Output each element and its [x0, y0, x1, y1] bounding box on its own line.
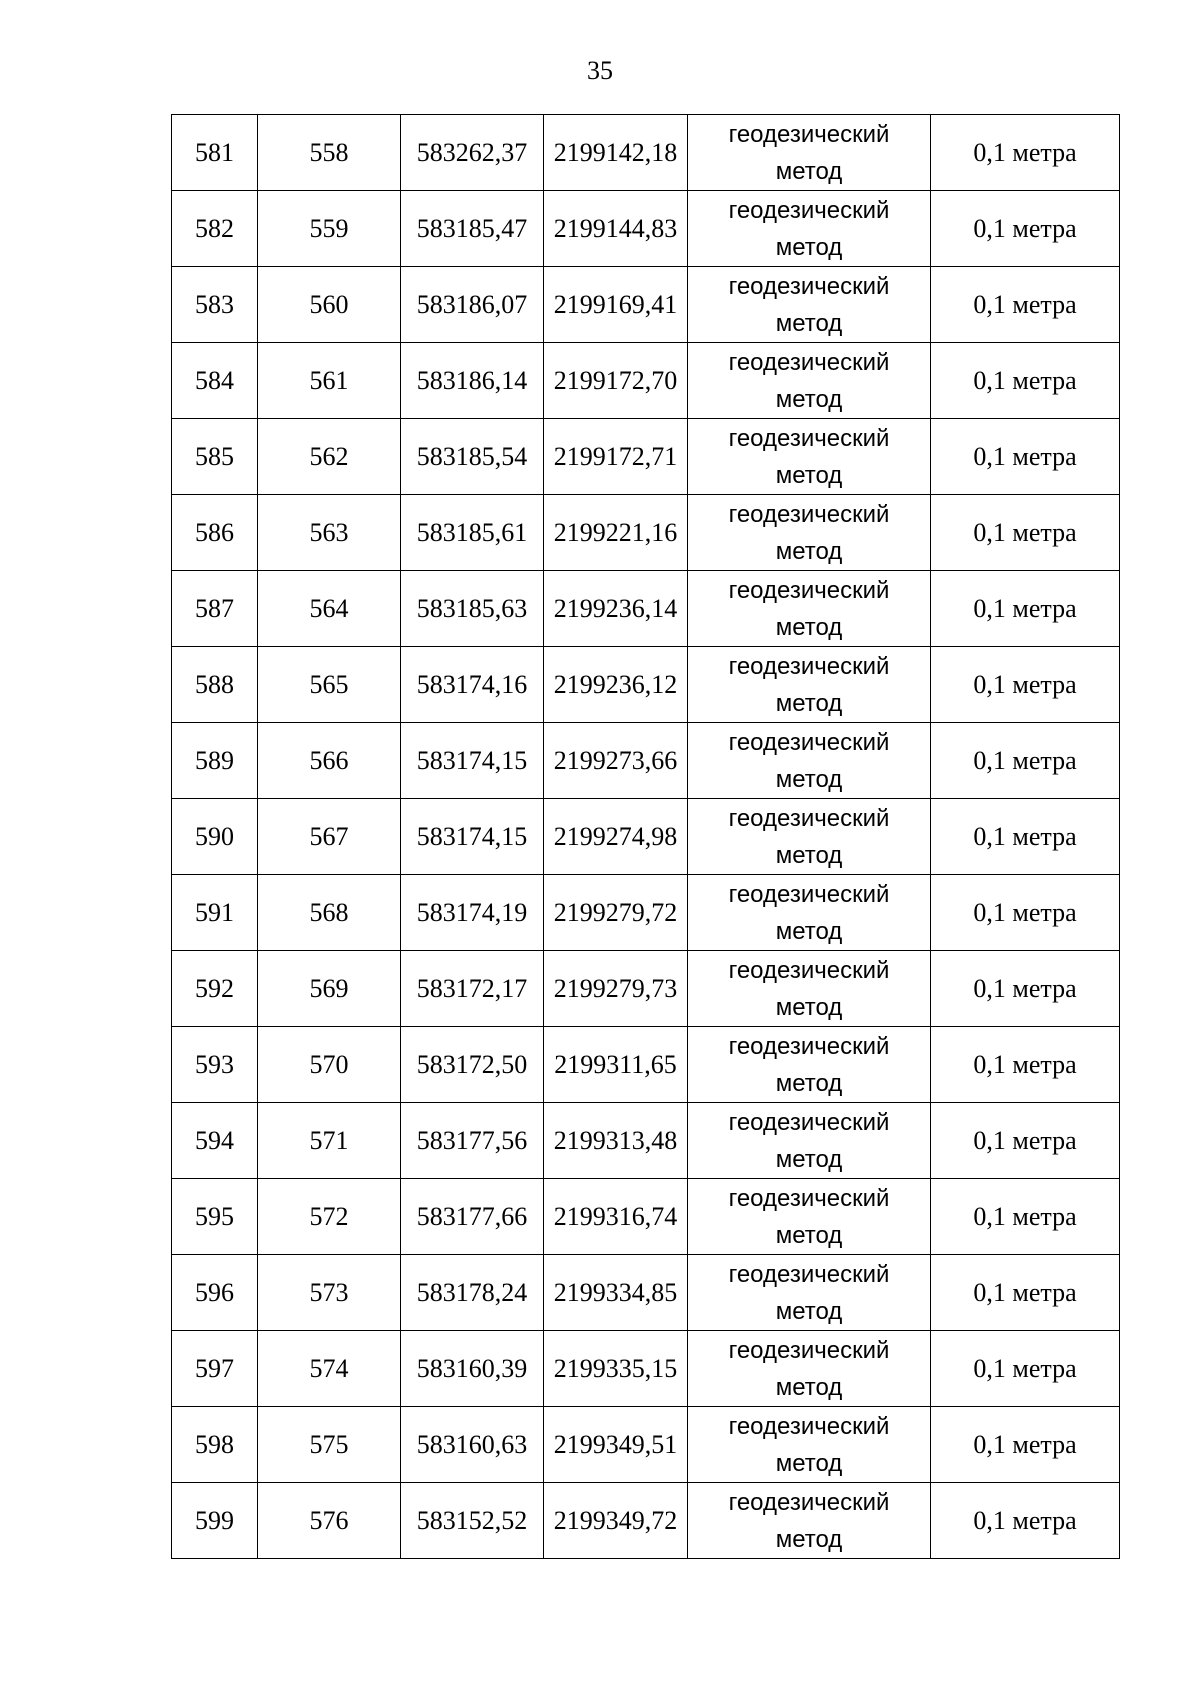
row-number-cell: 591: [172, 875, 258, 951]
x-coordinate-cell: 583177,56: [401, 1103, 544, 1179]
point-number-cell: 559: [258, 191, 401, 267]
method-cell: [688, 1255, 931, 1331]
point-number-cell: 571: [258, 1103, 401, 1179]
row-number-cell: 588: [172, 647, 258, 723]
method-text-line: метод: [775, 993, 843, 1021]
accuracy-cell: 0,1 метра: [931, 419, 1120, 495]
row-number-cell: 597: [172, 1331, 258, 1407]
accuracy-cell: 0,1 метра: [931, 875, 1120, 951]
table-row: [172, 267, 1120, 343]
method-text-line: метод: [775, 765, 843, 793]
accuracy-cell: 0,1 метра: [931, 1331, 1120, 1407]
point-number-cell: 561: [258, 343, 401, 419]
method-cell: [688, 951, 931, 1027]
method-text-line: геодезический: [728, 804, 890, 832]
table-row: [172, 799, 1120, 875]
accuracy-cell: 0,1 метра: [931, 343, 1120, 419]
x-coordinate-cell: 583185,54: [401, 419, 544, 495]
accuracy-cell: 0,1 метра: [931, 115, 1120, 191]
method-text-line: метод: [775, 1373, 843, 1401]
y-coordinate-cell: 2199236,12: [544, 647, 688, 723]
table-row: [172, 1483, 1120, 1559]
point-number-cell: 568: [258, 875, 401, 951]
point-number-cell: 567: [258, 799, 401, 875]
row-number-cell: 598: [172, 1407, 258, 1483]
y-coordinate-cell: 2199274,98: [544, 799, 688, 875]
method-text-line: геодезический: [728, 272, 890, 300]
point-number-cell: 563: [258, 495, 401, 571]
x-coordinate-cell: 583152,52: [401, 1483, 544, 1559]
row-number-cell: 587: [172, 571, 258, 647]
row-number-cell: 599: [172, 1483, 258, 1559]
method-text-line: метод: [775, 613, 843, 641]
table-row: [172, 1331, 1120, 1407]
method-text-line: геодезический: [728, 956, 890, 984]
point-number-cell: 570: [258, 1027, 401, 1103]
method-cell: [688, 495, 931, 571]
y-coordinate-cell: 2199144,83: [544, 191, 688, 267]
method-text-line: метод: [775, 1145, 843, 1173]
table-row: [172, 191, 1120, 267]
row-number-cell: 592: [172, 951, 258, 1027]
point-number-cell: 565: [258, 647, 401, 723]
row-number-cell: 582: [172, 191, 258, 267]
point-number-cell: 576: [258, 1483, 401, 1559]
y-coordinate-cell: 2199172,70: [544, 343, 688, 419]
accuracy-cell: 0,1 метра: [931, 267, 1120, 343]
y-coordinate-cell: 2199169,41: [544, 267, 688, 343]
point-number-cell: 569: [258, 951, 401, 1027]
method-text-line: метод: [775, 309, 843, 337]
table-row: [172, 115, 1120, 191]
y-coordinate-cell: 2199279,72: [544, 875, 688, 951]
row-number-cell: 590: [172, 799, 258, 875]
method-cell: [688, 191, 931, 267]
x-coordinate-cell: 583186,07: [401, 267, 544, 343]
method-text-line: геодезический: [728, 196, 890, 224]
method-text-line: метод: [775, 1069, 843, 1097]
y-coordinate-cell: 2199313,48: [544, 1103, 688, 1179]
table-row: [172, 343, 1120, 419]
method-text-line: геодезический: [728, 728, 890, 756]
row-number-cell: 596: [172, 1255, 258, 1331]
point-number-cell: 562: [258, 419, 401, 495]
row-number-cell: 589: [172, 723, 258, 799]
accuracy-cell: 0,1 метра: [931, 191, 1120, 267]
table-row: [172, 875, 1120, 951]
point-number-cell: 573: [258, 1255, 401, 1331]
x-coordinate-cell: 583160,63: [401, 1407, 544, 1483]
method-text-line: геодезический: [728, 652, 890, 680]
method-cell: [688, 1331, 931, 1407]
table-row: [172, 951, 1120, 1027]
accuracy-cell: 0,1 метра: [931, 495, 1120, 571]
table-row: [172, 723, 1120, 799]
method-cell: [688, 647, 931, 723]
method-cell: [688, 267, 931, 343]
y-coordinate-cell: 2199316,74: [544, 1179, 688, 1255]
table-row: [172, 1407, 1120, 1483]
accuracy-cell: 0,1 метра: [931, 1103, 1120, 1179]
method-text-line: метод: [775, 917, 843, 945]
y-coordinate-cell: 2199311,65: [544, 1027, 688, 1103]
method-text-line: геодезический: [728, 1184, 890, 1212]
page-number: 35: [587, 56, 613, 85]
x-coordinate-cell: 583174,15: [401, 799, 544, 875]
row-number-cell: 581: [172, 115, 258, 191]
coordinates-table: [171, 114, 1120, 1559]
method-cell: [688, 799, 931, 875]
method-text-line: геодезический: [728, 1108, 890, 1136]
point-number-cell: 566: [258, 723, 401, 799]
x-coordinate-cell: 583185,47: [401, 191, 544, 267]
accuracy-cell: 0,1 метра: [931, 647, 1120, 723]
row-number-cell: 584: [172, 343, 258, 419]
x-coordinate-cell: 583174,16: [401, 647, 544, 723]
table-row: [172, 571, 1120, 647]
accuracy-cell: 0,1 метра: [931, 571, 1120, 647]
accuracy-cell: 0,1 метра: [931, 1407, 1120, 1483]
method-text-line: метод: [775, 385, 843, 413]
accuracy-cell: 0,1 метра: [931, 1255, 1120, 1331]
y-coordinate-cell: 2199221,16: [544, 495, 688, 571]
x-coordinate-cell: 583185,61: [401, 495, 544, 571]
table-row: [172, 1179, 1120, 1255]
method-cell: [688, 723, 931, 799]
accuracy-cell: 0,1 метра: [931, 723, 1120, 799]
x-coordinate-cell: 583185,63: [401, 571, 544, 647]
method-text-line: геодезический: [728, 424, 890, 452]
table-row: [172, 1255, 1120, 1331]
row-number-cell: 595: [172, 1179, 258, 1255]
method-cell: [688, 1483, 931, 1559]
y-coordinate-cell: 2199349,72: [544, 1483, 688, 1559]
y-coordinate-cell: 2199334,85: [544, 1255, 688, 1331]
table-row: [172, 647, 1120, 723]
method-cell: [688, 419, 931, 495]
row-number-cell: 593: [172, 1027, 258, 1103]
method-cell: [688, 115, 931, 191]
accuracy-cell: 0,1 метра: [931, 951, 1120, 1027]
method-text-line: метод: [775, 157, 843, 185]
method-text-line: геодезический: [728, 1336, 890, 1364]
table-row: [172, 1027, 1120, 1103]
point-number-cell: 575: [258, 1407, 401, 1483]
y-coordinate-cell: 2199236,14: [544, 571, 688, 647]
method-text-line: метод: [775, 461, 843, 489]
method-text-line: метод: [775, 1297, 843, 1325]
x-coordinate-cell: 583262,37: [401, 115, 544, 191]
y-coordinate-cell: 2199273,66: [544, 723, 688, 799]
table-row: [172, 1103, 1120, 1179]
method-text-line: метод: [775, 233, 843, 261]
method-text-line: геодезический: [728, 576, 890, 604]
accuracy-cell: 0,1 метра: [931, 1483, 1120, 1559]
method-text-line: геодезический: [728, 1032, 890, 1060]
method-text-line: метод: [775, 1525, 843, 1553]
point-number-cell: 564: [258, 571, 401, 647]
method-text-line: геодезический: [728, 348, 890, 376]
x-coordinate-cell: 583177,66: [401, 1179, 544, 1255]
method-text-line: геодезический: [728, 1488, 890, 1516]
method-text-line: метод: [775, 1449, 843, 1477]
y-coordinate-cell: 2199335,15: [544, 1331, 688, 1407]
row-number-cell: 583: [172, 267, 258, 343]
y-coordinate-cell: 2199142,18: [544, 115, 688, 191]
method-text-line: геодезический: [728, 880, 890, 908]
x-coordinate-cell: 583178,24: [401, 1255, 544, 1331]
table-row: [172, 495, 1120, 571]
table-row: [172, 419, 1120, 495]
method-text-line: геодезический: [728, 500, 890, 528]
method-cell: [688, 1027, 931, 1103]
x-coordinate-cell: 583174,19: [401, 875, 544, 951]
method-cell: [688, 1179, 931, 1255]
row-number-cell: 586: [172, 495, 258, 571]
point-number-cell: 560: [258, 267, 401, 343]
y-coordinate-cell: 2199172,71: [544, 419, 688, 495]
accuracy-cell: 0,1 метра: [931, 1027, 1120, 1103]
accuracy-cell: 0,1 метра: [931, 1179, 1120, 1255]
accuracy-cell: 0,1 метра: [931, 799, 1120, 875]
method-text-line: геодезический: [728, 1412, 890, 1440]
point-number-cell: 574: [258, 1331, 401, 1407]
x-coordinate-cell: 583186,14: [401, 343, 544, 419]
method-cell: [688, 875, 931, 951]
y-coordinate-cell: 2199279,73: [544, 951, 688, 1027]
x-coordinate-cell: 583172,50: [401, 1027, 544, 1103]
method-text-line: метод: [775, 1221, 843, 1249]
method-cell: [688, 571, 931, 647]
point-number-cell: 558: [258, 115, 401, 191]
x-coordinate-cell: 583172,17: [401, 951, 544, 1027]
method-text-line: геодезический: [728, 120, 890, 148]
method-text-line: метод: [775, 537, 843, 565]
x-coordinate-cell: 583160,39: [401, 1331, 544, 1407]
point-number-cell: 572: [258, 1179, 401, 1255]
method-cell: [688, 343, 931, 419]
method-text-line: метод: [775, 841, 843, 869]
method-text-line: геодезический: [728, 1260, 890, 1288]
coordinates-table-body: [172, 115, 1120, 1559]
row-number-cell: 594: [172, 1103, 258, 1179]
method-cell: [688, 1103, 931, 1179]
y-coordinate-cell: 2199349,51: [544, 1407, 688, 1483]
method-text-line: метод: [775, 689, 843, 717]
row-number-cell: 585: [172, 419, 258, 495]
x-coordinate-cell: 583174,15: [401, 723, 544, 799]
method-cell: [688, 1407, 931, 1483]
